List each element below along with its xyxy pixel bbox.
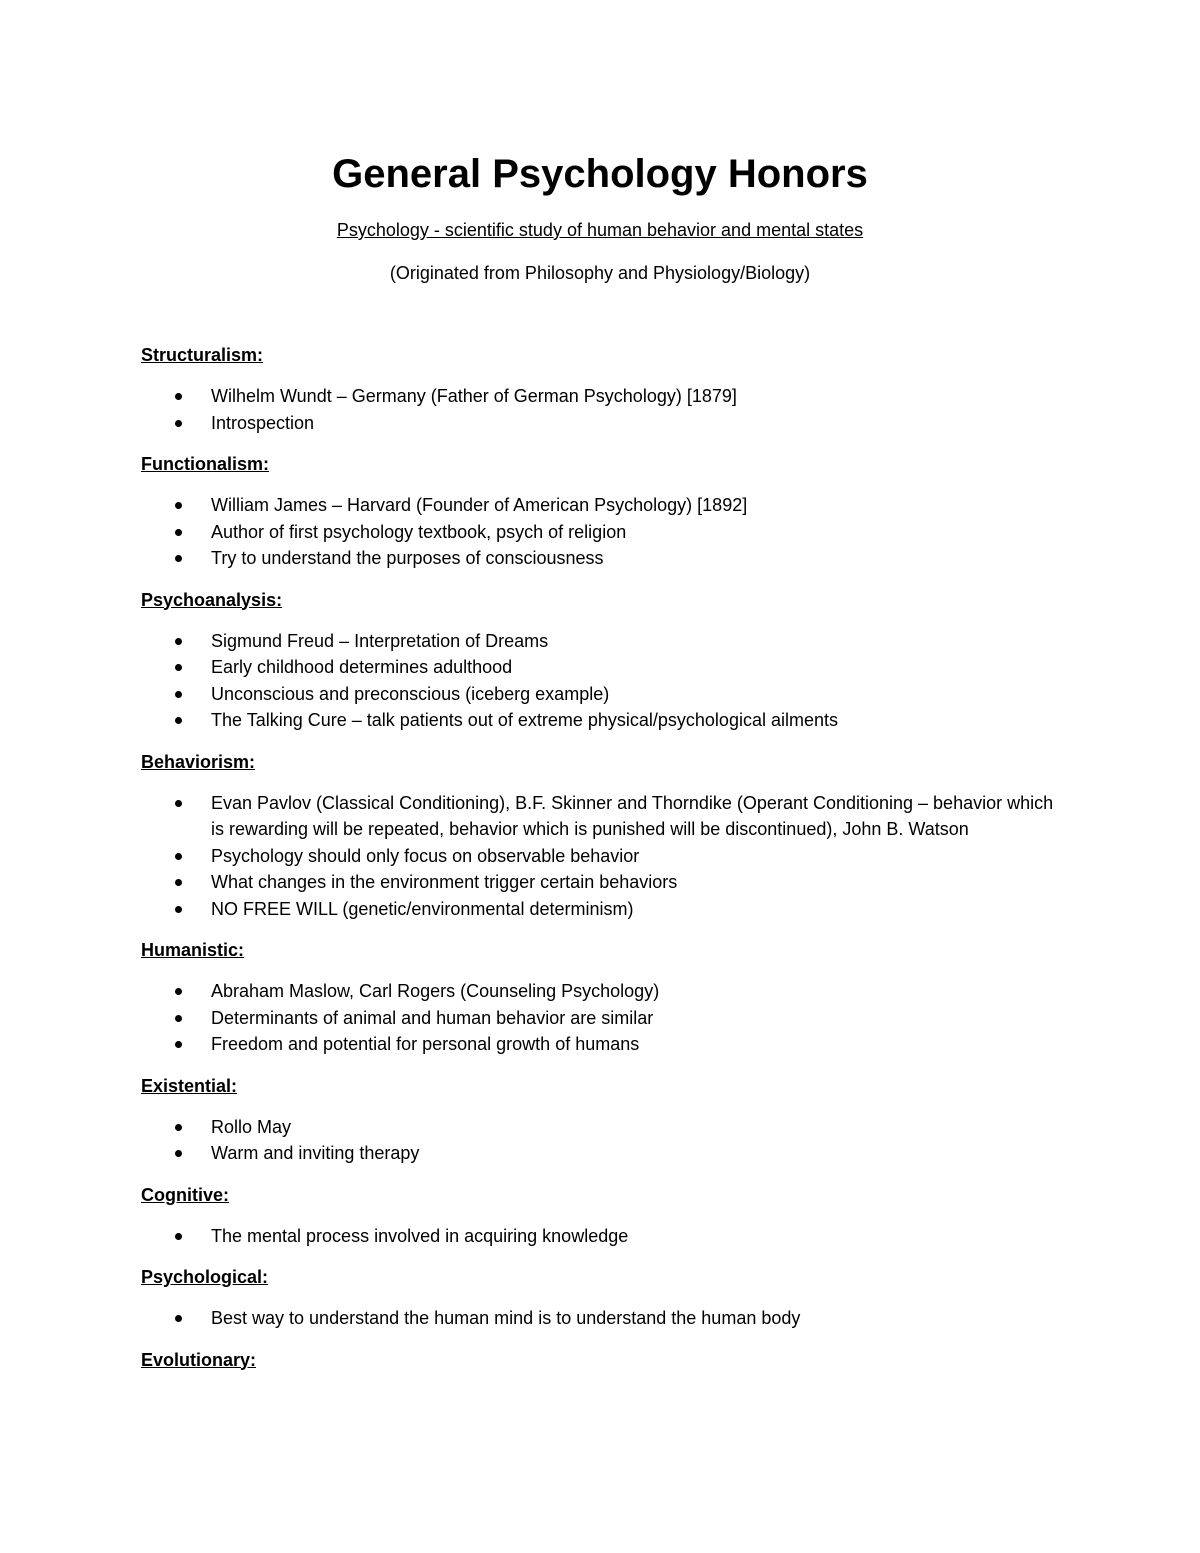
list-item-text: Sigmund Freud – Interpretation of Dreams [211,630,549,651]
section-heading: Cognitive: [141,1184,229,1205]
origin-note: (Originated from Philosophy and Physiology/Biology) [389,263,811,283]
psychology-definition: Psychology - scientific study of human behavior and mental states [336,220,864,240]
list-item-text: The mental process involved in acquiring knowledge [211,1225,629,1246]
section-heading: Humanistic: [141,940,245,960]
list-item [141,790,1061,843]
section [141,938,1061,1058]
bullet-icon [175,1015,182,1022]
list-item-text: William James – Harvard (Founder of American Psychology) [1892] [211,495,748,515]
list-item-text: Wilhelm Wundt – Germany (Father of German Psychology) [1879] [211,386,737,406]
bullet-list [141,1114,1061,1167]
list-item-text: Abraham Maslow, Carl Rogers (Counseling Psychology) [211,981,660,1001]
bullet-list [141,628,1061,734]
list-item-text: Warm and inviting therapy [211,1143,420,1163]
bullet-icon [175,420,182,427]
section-heading: Evolutionary: [141,1349,257,1370]
bullet-list [141,790,1061,923]
list-item [141,1114,1061,1141]
section [141,750,1061,923]
list-item-text: Freedom and potential for personal growth of humans [211,1034,640,1054]
section-heading: Psychological: [141,1267,269,1287]
bullet-list [141,492,1061,572]
bullet-icon [175,502,182,509]
bullet-list [141,383,1061,436]
list-item-text: Unconscious and preconscious (iceberg example) [211,683,610,704]
page-title: General Psychology Honors [332,152,868,196]
list-item [141,1223,1061,1250]
list-item-text: Rollo May [211,1116,292,1137]
bullet-icon [175,555,182,562]
bullet-icon [175,638,182,645]
list-item [141,628,1061,655]
bullet-icon [175,988,182,995]
list-item-text: Determinants of animal and human behavior are similar [211,1007,654,1028]
section-heading: Existential: [141,1075,238,1096]
list-item [141,519,1061,546]
list-item-text: Introspection [211,412,315,433]
sections-container [141,343,1061,1388]
list-item [141,545,1061,572]
section [141,1074,1061,1167]
section [141,343,1061,436]
bullet-icon [175,691,182,698]
bullet-icon [175,879,182,886]
list-item-text: Try to understand the purposes of consciousness [211,548,604,568]
list-item-text: Best way to understand the human mind is to understand the human body [211,1308,801,1328]
list-item [141,896,1061,923]
list-item [141,978,1061,1005]
list-item-text: Author of first psychology textbook, psych of religion [211,521,627,542]
list-item-text: Psychology should only focus on observable behavior [211,845,640,866]
list-item [141,654,1061,681]
bullet-icon [175,1233,182,1240]
bullet-icon [175,906,182,913]
section-heading: Functionalism: [141,454,270,474]
list-item [141,869,1061,896]
section-heading: Structuralism: [141,345,264,365]
section-heading: Psychoanalysis: [141,589,283,610]
bullet-icon [175,853,182,860]
bullet-icon [175,800,182,807]
list-item [141,1305,1061,1332]
list-item-text: Early childhood determines adulthood [211,657,513,677]
section [141,452,1061,572]
section [141,1265,1061,1332]
section [141,588,1061,734]
bullet-icon [175,1124,182,1131]
list-item [141,1031,1061,1058]
bullet-list [141,1223,1061,1250]
bullet-list [141,1305,1061,1332]
list-item [141,492,1061,519]
bullet-icon [175,1315,182,1322]
list-item-text: Evan Pavlov (Classical Conditioning), B.F. Skinner and Thorndike (Operant Conditioning – behavior which is rewarding will be repeated, behavior which is punished will be discontinued), John B. Watson [211,792,1054,839]
list-item [141,681,1061,708]
bullet-icon [175,529,182,536]
bullet-icon [175,1041,182,1048]
list-item [141,1140,1061,1167]
list-item [141,383,1061,410]
bullet-icon [175,717,182,724]
bullet-icon [175,1150,182,1157]
list-item [141,707,1061,734]
section [141,1348,1061,1372]
list-item-text: What changes in the environment trigger certain behaviors [211,872,678,892]
list-item [141,1005,1061,1032]
bullet-icon [175,664,182,671]
bullet-icon [175,393,182,400]
list-item [141,410,1061,437]
section-heading: Behaviorism: [141,751,256,772]
list-item [141,843,1061,870]
list-item-text: NO FREE WILL (genetic/environmental determinism) [211,898,634,919]
list-item-text: The Talking Cure – talk patients out of extreme physical/psychological ailments [211,710,838,730]
bullet-list [141,978,1061,1058]
section [141,1183,1061,1250]
